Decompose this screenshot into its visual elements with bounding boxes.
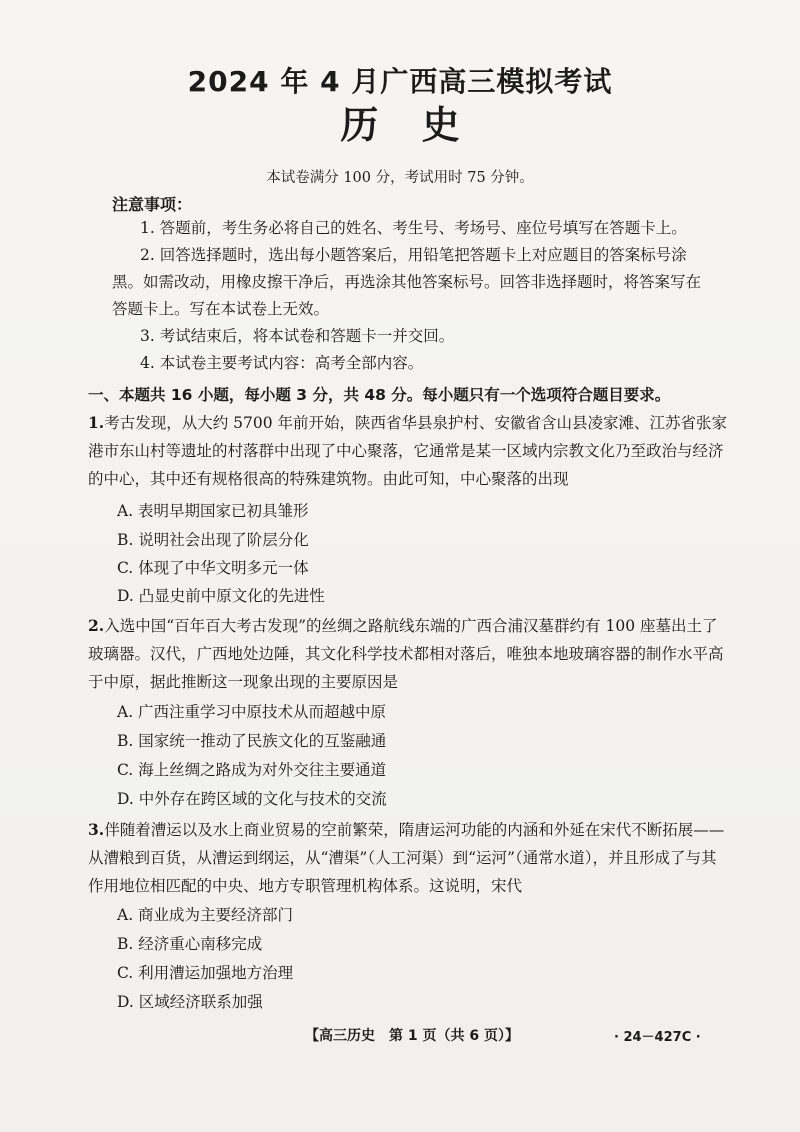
notice-item-2: 2. 回答选择题时，选出每小题答案后，用铅笔把答题卡上对应题目的答案标号涂黑。如需改动，用橡皮擦干净后，再选涂其他答案标号。回答非选择题时，将答案写在答题卡上。写在本试卷上无效。 (112, 246, 702, 318)
question-2-option-d: D. 中外存在跨区域的文化与技术的交流 (117, 790, 387, 808)
question-3-option-c: C. 利用漕运加强地方治理 (117, 964, 294, 982)
question-text: 伴随着漕运以及水上商业贸易的空前繁荣，隋唐运河功能的内涵和外延在宋代不断拓展——从漕粮到百货，从漕运到纲运，从“漕渠”（人工河渠）到“运河”（通常水道），并且形成了与其作用地位相匹配的中央、地方专职管理机构体系。这说明，宋代 (88, 821, 725, 895)
question-3-stem (88, 816, 728, 900)
question-2-stem (88, 612, 728, 696)
exam-meta: 本试卷满分 100 分，考试用时 75 分钟。 (266, 170, 534, 186)
notice-item-4: 4. 本试卷主要考试内容：高考全部内容。 (140, 354, 424, 372)
question-1-option-d: D. 凸显史前中原文化的先进性 (117, 587, 325, 605)
notice-heading: 注意事项： (112, 195, 193, 214)
question-number: 2. (88, 616, 105, 635)
exam-title: 2024 年 4 月广西高三模拟考试 (187, 65, 613, 98)
question-3-option-a: A. 商业成为主要经济部门 (117, 906, 294, 924)
question-2-option-c: C. 海上丝绸之路成为对外交往主要通道 (117, 761, 387, 779)
section-heading: 一、本题共 16 小题，每小题 3 分，共 48 分。每小题只有一个选项符合题目要求。 (88, 386, 671, 404)
question-number: 1. (88, 413, 105, 432)
question-number: 3. (88, 820, 105, 839)
question-2-option-b: B. 国家统一推动了民族文化的互鉴融通 (117, 732, 387, 750)
notice-item-1: 1. 答题前，考生务必将自己的姓名、考生号、考场号、座位号填写在答题卡上。 (140, 219, 687, 237)
question-1-option-a: A. 表明早期国家已初具雏形 (117, 502, 309, 520)
notice-item-3: 3. 考试结束后，将本试卷和答题卡一并交回。 (140, 327, 455, 345)
question-text: 入选中国“百年百大考古发现”的丝绸之路航线东端的广西合浦汉墓群约有 100 座墓出土了玻璃器。汉代，广西地处边陲，其文化科学技术都相对落后，唯独本地玻璃容器的制作水平高于中原，据此推断这一现象出现的主要原因是 (88, 617, 724, 691)
question-3-option-b: B. 经济重心南移完成 (117, 935, 263, 953)
question-1-option-c: C. 体现了中华文明多元一体 (117, 559, 309, 577)
question-2-option-a: A. 广西注重学习中原技术从而超越中原 (117, 703, 387, 721)
page-footer-label: 【高三历史 第 1 页（共 6 页）】 (305, 1028, 519, 1044)
question-text: 考古发现，从大约 5700 年前开始，陕西省华县泉护村、安徽省含山县凌家滩、江苏省张家港市东山村等遗址的村落群中出现了中心聚落，它通常是某一区域内宗教文化乃至政治与经济的中心，其中还有规格很高的特殊建筑物。由此可知，中心聚落的出现 (88, 414, 727, 488)
question-1-option-b: B. 说明社会出现了阶层分化 (117, 531, 309, 549)
question-3-option-d: D. 区域经济联系加强 (117, 993, 263, 1011)
exam-code: · 24－427C · (614, 1030, 701, 1045)
question-1-stem (88, 409, 728, 493)
subject-title: 历 史 (340, 103, 460, 147)
